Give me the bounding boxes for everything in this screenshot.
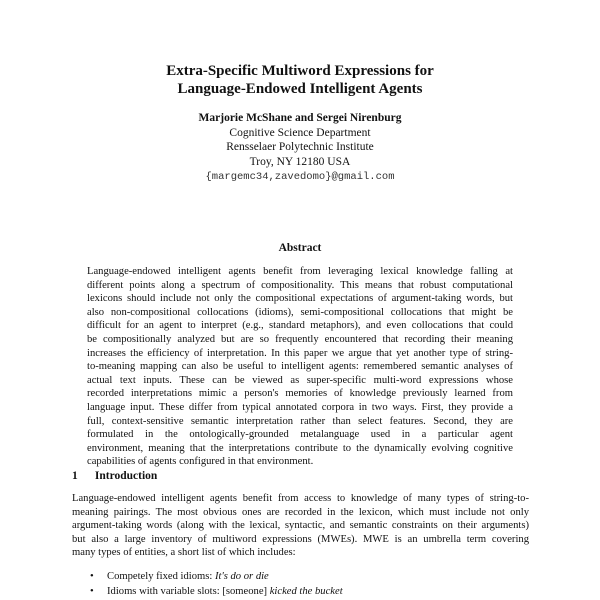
abstract-line: environment, meaning that the interpretations contribute to the dynamically evolving cognitive [87, 442, 513, 454]
section-title: Introduction [94, 470, 158, 482]
body-line: meaning pairings. The most obvious ones are recorded in the lexicon, which must include not only [72, 506, 529, 518]
abstract-line: lexicons should include not only the compositional expectations of argument-taking words, but [87, 293, 513, 305]
author-names: Marjorie McShane and Sergei Nirenburg [198, 112, 402, 124]
author-email[interactable]: {margemc34,zavedomo}@gmail.com [205, 171, 395, 183]
body-line: argument-taking words (along with the lexical, syntactic, and semantic constraints on their arguments) [72, 520, 529, 532]
body-line: but also a large inventory of multiword expressions (MWEs). MWE is an umbrella term covering [72, 533, 529, 545]
author-institution: Rensselaer Polytechnic Institute [226, 141, 374, 153]
bullet-example: It's do or die [215, 571, 269, 582]
paper-title [0, 62, 600, 98]
abstract-line: full, context-sensitive semantic interpretation rather than select features. Second, they are [87, 415, 513, 427]
section-number: 1 [72, 470, 78, 482]
abstract-body [87, 265, 513, 469]
abstract-line: actual text inputs. These can be viewed as super-specific multi-word expressions whose [87, 374, 513, 386]
abstract-line: language input. These differ from typical annotated corpora in two ways. First, they provide a [87, 401, 513, 413]
bullet-item [90, 585, 343, 600]
abstract-line: formulated in the ontologically-grounded metalanguage used in a particular agent [87, 429, 513, 441]
abstract-line: difficult for an agent to interpret (e.g., standard metaphors), and even collocations that could [87, 320, 513, 332]
body-line: many types of entities, a short list of which includes: [72, 547, 296, 559]
abstract-line: recorded interpretations mimic a person's memories of knowledge previously learned from [87, 388, 513, 400]
abstract-line: different points along a spectrum of compositionality. This means that robust computational [87, 279, 513, 291]
abstract-line: to-meaning mapping can also be useful to intelligent agents: remembered semantic analyses of [87, 361, 513, 373]
title-line-2: Language-Endowed Intelligent Agents [177, 81, 423, 97]
abstract-line: increases the efficiency of interpretation. In this paper we argue that yet another type of string- [87, 347, 513, 359]
abstract-line: be compositionally analyzed but are so frequently encountered that recording their meaning [87, 333, 513, 345]
title-line-1: Extra-Specific Multiword Expressions for [166, 63, 434, 79]
abstract-heading: Abstract [278, 242, 322, 254]
bullet-label: Competely fixed idioms: [107, 571, 215, 582]
section-heading-introduction [72, 470, 157, 482]
body-line: Language-endowed intelligent agents benefit from access to knowledge of many types of string-to- [72, 493, 529, 504]
author-location: Troy, NY 12180 USA [249, 155, 351, 168]
abstract-line: Language-endowed intelligent agents benefit from leveraging lexical knowledge falling at [87, 266, 513, 277]
bullet-dot-icon: • [90, 585, 94, 597]
bullet-label: Idioms with variable slots: [107, 585, 223, 597]
abstract-line: capabilities of agents configured in that environment. [87, 456, 314, 468]
bullet-example: kicked the bucket [269, 585, 343, 597]
mwe-bullet-list [90, 570, 343, 599]
introduction-body [72, 492, 529, 560]
author-department: Cognitive Science Department [229, 126, 371, 139]
author-block [0, 111, 600, 185]
abstract-line: also non-compositional collocations (idioms), semi-compositional collocations that might be [87, 306, 513, 318]
bullet-prefix: [someone] [222, 585, 270, 597]
bullet-item [90, 570, 343, 585]
bullet-dot-icon: • [90, 571, 94, 582]
